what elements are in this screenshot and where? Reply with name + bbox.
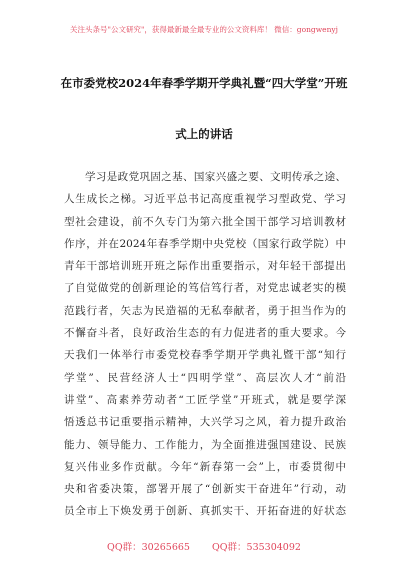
body-line: 央和省委决策，部署开展了“创新实干奋进年”行动，动 — [64, 483, 346, 496]
body-line: 悟透总书记重要指示精神，大兴学习之风，着力提升政治 — [64, 416, 346, 429]
body-line: 范践行者，矢志为民造福的无私奉献者，勇于担当作为的 — [64, 304, 346, 317]
body-line: 讲堂”、高素养劳动者“工匠学堂”开班式，就是要学深 — [64, 393, 346, 406]
body-line: 员全市上下焕发勇于创新、真抓实干、开拓奋进的好状态 — [64, 505, 346, 518]
body-line: 学习是政党巩固之基、国家兴盛之要、文明传承之途、 — [85, 171, 346, 183]
body-line: 不懈奋斗者，良好政治生态的有力促进者的重大要求。今 — [64, 327, 346, 340]
body-line: 能力、领导能力、工作能力，为全面推进强国建设、民族 — [64, 438, 346, 451]
body-line: 学堂”、民营经济人士“四明学堂”、高层次人才“前沿 — [64, 371, 346, 384]
body-line: 青年干部培训班开班之际作出重要指示，对年轻干部提出 — [64, 260, 346, 273]
body-line: 了自觉做党的创新理论的笃信笃行者，对党忠诚老实的模 — [64, 282, 346, 295]
footer-contact — [0, 539, 408, 553]
body-line: 型社会建设，前不久专门为第六批全国干部学习培训教材 — [64, 215, 346, 228]
header-banner: 关注头条号"公文研究"，获得最新最全最专业的公文资料库！ 微信：gongwenyj — [70, 25, 338, 34]
footer-qq-group-1: QQ群：30265665 — [107, 542, 190, 553]
body-line: 作序，并在2024年春季学期中央党校（国家行政学院）中 — [64, 237, 346, 250]
body-line: 天我们一体举行市委党校春季学期开学典礼暨干部“知行 — [64, 349, 346, 362]
document-title-line-2: 式上的讲话 — [175, 127, 233, 141]
document-body — [64, 166, 346, 523]
body-line: 复兴伟业多作贡献。今年“新春第一会”上，市委贯彻中 — [64, 460, 346, 473]
body-line: 人生成长之梯。习近平总书记高度重视学习型政党、学习 — [64, 193, 346, 206]
footer-qq-group-2: QQ群：535304092 — [211, 542, 301, 553]
document-title-line-1: 在市委党校2024年春季学期开学典礼暨“四大学堂”开班 — [60, 76, 348, 90]
